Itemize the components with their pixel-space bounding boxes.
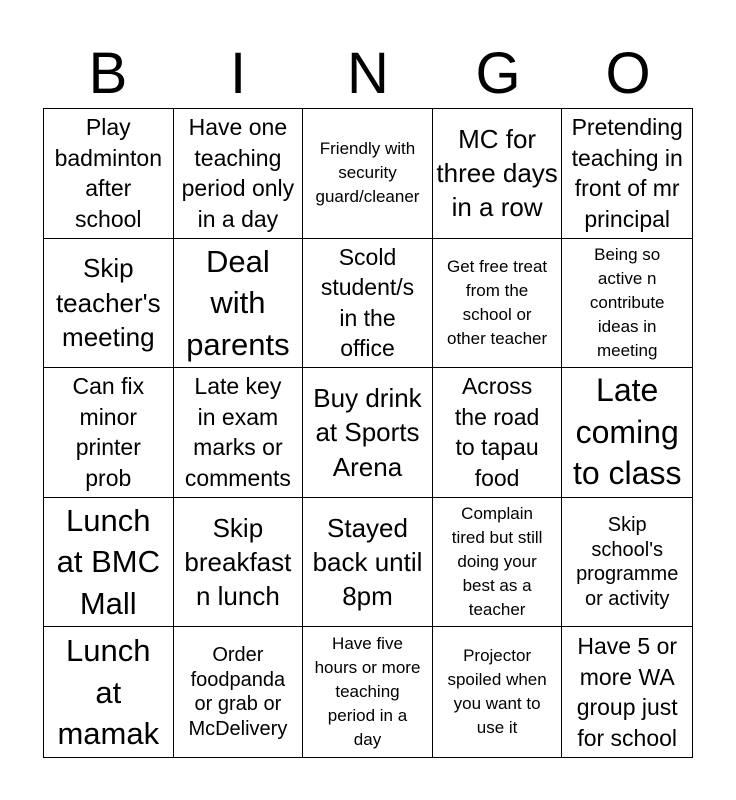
bingo-cell-text: Across the road to tapau food	[454, 373, 540, 492]
bingo-cell-text: Projector spoiled when you want to use it	[447, 645, 547, 738]
bingo-cell-text: Buy drink at Sports Arena	[313, 383, 422, 482]
title-letter-g: G	[475, 41, 521, 106]
title-letter-i: I	[229, 41, 247, 106]
bingo-cell-r2-c3[interactable]	[303, 239, 433, 369]
bingo-cell-r5-c4[interactable]	[433, 627, 563, 757]
bingo-cell-r3-c4[interactable]	[433, 368, 563, 498]
title-letter-b: B	[88, 41, 128, 106]
bingo-cell-r1-c4[interactable]	[433, 109, 563, 239]
bingo-cell-r3-c2[interactable]	[174, 368, 304, 498]
bingo-cell-text: Have five hours or more teaching period in a day	[314, 633, 421, 750]
bingo-cell-r4-c3[interactable]	[303, 498, 433, 628]
bingo-cell-text: Complain tired but still doing your best as a teacher	[451, 503, 543, 620]
bingo-cell-text: Late key in exam marks or comments	[184, 373, 291, 492]
bingo-cell-text: Late coming to class	[572, 371, 682, 492]
bingo-cell-r3-c3[interactable]	[303, 368, 433, 498]
bingo-cell-r2-c5[interactable]	[562, 239, 692, 369]
bingo-cell-text: Pretending teaching in front of mr principal	[571, 114, 683, 232]
bingo-cell-text: Have one teaching period only in a day	[181, 114, 295, 232]
bingo-title	[43, 40, 693, 108]
bingo-cell-text: Skip teacher's meeting	[55, 253, 161, 353]
bingo-cell-r1-c5[interactable]	[562, 109, 692, 239]
bingo-cell-text: Play badminton after school	[54, 114, 162, 232]
bingo-cell-text: Skip school's programme or activity	[576, 513, 679, 610]
bingo-cell-text: Friendly with security guard/cleaner	[315, 139, 420, 207]
bingo-cell-r5-c5[interactable]	[562, 627, 692, 757]
bingo-cell-r2-c4[interactable]	[433, 239, 563, 369]
bingo-cell-r1-c3[interactable]	[303, 109, 433, 239]
bingo-cell-text: Deal with parents	[186, 244, 290, 362]
bingo-cell-text: Skip breakfast n lunch	[184, 512, 292, 612]
bingo-cell-text: Get free treat from the school or other teacher	[447, 256, 548, 349]
title-letter-n: N	[347, 41, 389, 106]
bingo-cell-r4-c1[interactable]	[44, 498, 174, 628]
bingo-cell-r4-c5[interactable]	[562, 498, 692, 628]
bingo-cell-text: Order foodpanda or grab or McDelivery	[188, 644, 288, 740]
bingo-cell-r1-c2[interactable]	[174, 109, 304, 239]
bingo-cell-r5-c2[interactable]	[174, 627, 304, 757]
bingo-cell-r4-c4[interactable]	[433, 498, 563, 628]
bingo-cell-text: Can fix minor printer prob	[72, 373, 145, 492]
bingo-cell-text: MC for three days in a row	[436, 123, 558, 223]
bingo-cell-r3-c1[interactable]	[44, 368, 174, 498]
bingo-cell-text: Lunch at BMC Mall	[56, 503, 160, 621]
bingo-cell-r1-c1[interactable]	[44, 109, 174, 239]
bingo-cell-r2-c2[interactable]	[174, 239, 304, 369]
bingo-cell-text: Scold student/s in the office	[320, 243, 415, 362]
bingo-cell-text: Being so active n contribute ideas in meeting	[589, 244, 665, 361]
bingo-cell-r2-c1[interactable]	[44, 239, 174, 369]
bingo-cell-text: Lunch at mamak	[57, 633, 160, 751]
bingo-board	[43, 108, 693, 758]
bingo-cell-text: Stayed back until 8pm	[312, 512, 423, 612]
bingo-cell-r4-c2[interactable]	[174, 498, 304, 628]
bingo-cell-text: Have 5 or more WA group just for school	[576, 633, 678, 751]
bingo-cell-r3-c5[interactable]	[562, 368, 692, 498]
title-letter-o: O	[605, 41, 651, 106]
bingo-cell-r5-c3[interactable]	[303, 627, 433, 757]
bingo-cell-r5-c1[interactable]	[44, 627, 174, 757]
